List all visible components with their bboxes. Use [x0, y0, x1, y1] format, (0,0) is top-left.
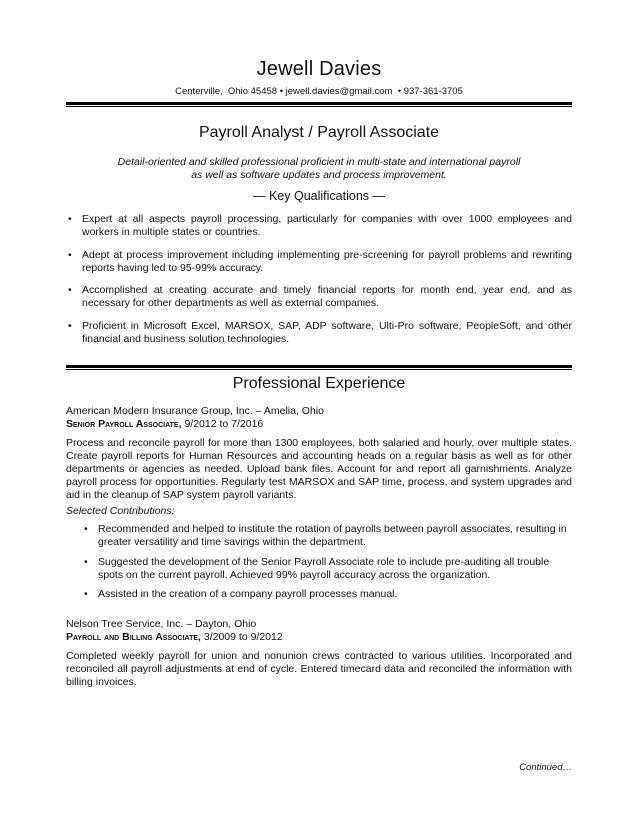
- contribution-list: [82, 523, 572, 549]
- qualification-list: [66, 213, 572, 239]
- qualification-list: [66, 249, 572, 275]
- job-description: Completed weekly payroll for union and nonunion crews contracted to various utilities. Incorporated and reconciled all payroll adjustments at end of cycle. Entered timecard data and reconciled the information with billing invoices.: [66, 650, 572, 688]
- contact-city: Centerville, Ohio 45458: [175, 86, 278, 97]
- bullet-icon: •: [68, 213, 72, 225]
- contact-separator: •: [397, 86, 402, 97]
- candidate-name: Jewell Davies: [256, 58, 382, 80]
- job-description: Process and reconcile payroll for more than 1300 employees, both salaried and hourly, over multiple states. Create payroll reports for Human Resources and accounting heads on a regular basis as well as for other departments or agencies as needed. Upload bank files. Account for and report all garnishments. Analyze payroll process for opportunities. Regularly test MARSOX and SAP time, process, and system upgrades and aid in the cleanup of SAP system payroll variants.: [66, 437, 572, 501]
- employer-name: Nelson Tree Service, Inc. – Dayton, Ohio: [66, 618, 257, 630]
- qualification-item: • Accomplished at creating accurate and timely financial reports for month end, year end, and as necessary for other departments as well as external companies.: [68, 284, 572, 309]
- job-title-headline: Payroll Analyst / Payroll Associate: [198, 124, 440, 141]
- job-dates: 9/2012 to 7/2016: [184, 418, 264, 430]
- contact-phone: 937-361-3705: [403, 86, 463, 97]
- summary-line: as well as software updates and process improvement.: [191, 169, 447, 181]
- bullet-icon: •: [84, 556, 88, 568]
- employer-name: American Modern Insurance Group, Inc. – Amelia, Ohio: [66, 405, 324, 417]
- contact-line: [0, 86, 638, 97]
- job-dates: 3/2009 to 9/2012: [203, 631, 283, 643]
- bullet-icon: •: [84, 588, 88, 600]
- qualification-item: • Adept at process improvement including implementing pre-screening for payroll problems and rewriting reports having led to 95-99% accuracy.: [68, 249, 572, 274]
- professional-summary: [90, 156, 548, 182]
- contribution-list: [82, 588, 572, 601]
- job-role: Payroll and Billing Associate,: [66, 631, 201, 643]
- contact-email: jewell.davies@gmail.com: [285, 86, 393, 97]
- job-header: [66, 618, 572, 644]
- job-header: [66, 405, 572, 431]
- qualification-item: • Proficient in Microsoft Excel, MARSOX, SAP, ADP software, Ulti-Pro software, PeopleSoft, and other financial and business solution technologies.: [68, 320, 572, 345]
- continued-note: Continued…: [519, 762, 572, 773]
- bullet-icon: •: [68, 284, 72, 296]
- contribution-item: • Assisted in the creation of a company payroll processes manual.: [84, 588, 398, 600]
- key-qualifications-heading: — Key Qualifications —: [253, 189, 385, 203]
- job-role-line: [66, 418, 572, 431]
- bullet-icon: •: [68, 320, 72, 332]
- bullet-icon: •: [84, 523, 88, 535]
- summary-line: Detail-oriented and skilled professional proficient in multi-state and international payroll: [117, 156, 521, 168]
- contributions-label: Selected Contributions:: [66, 505, 175, 517]
- qualification-list: [66, 284, 572, 310]
- job-role-line: [66, 631, 572, 644]
- contribution-list: [82, 556, 572, 582]
- job-role: Senior Payroll Associate,: [66, 418, 182, 430]
- contact-separator: •: [279, 86, 284, 97]
- contribution-item: • Recommended and helped to institute the rotation of payrolls between payroll associates, resulting in greater versatility and time savings within the department.: [84, 523, 567, 548]
- experience-heading: Professional Experience: [232, 375, 406, 392]
- qualification-list: [66, 320, 572, 346]
- contribution-item: • Suggested the development of the Senior Payroll Associate role to include pre-auditing all trouble spots on the current payroll. Achieved 99% payroll accuracy across the organization.: [84, 556, 550, 581]
- qualification-item: • Expert at all aspects payroll processing, particularly for companies with over 1000 employees and workers in multiple states or countries.: [68, 213, 572, 238]
- bullet-icon: •: [68, 249, 72, 261]
- header-divider: [66, 102, 572, 107]
- section-divider: [66, 365, 572, 370]
